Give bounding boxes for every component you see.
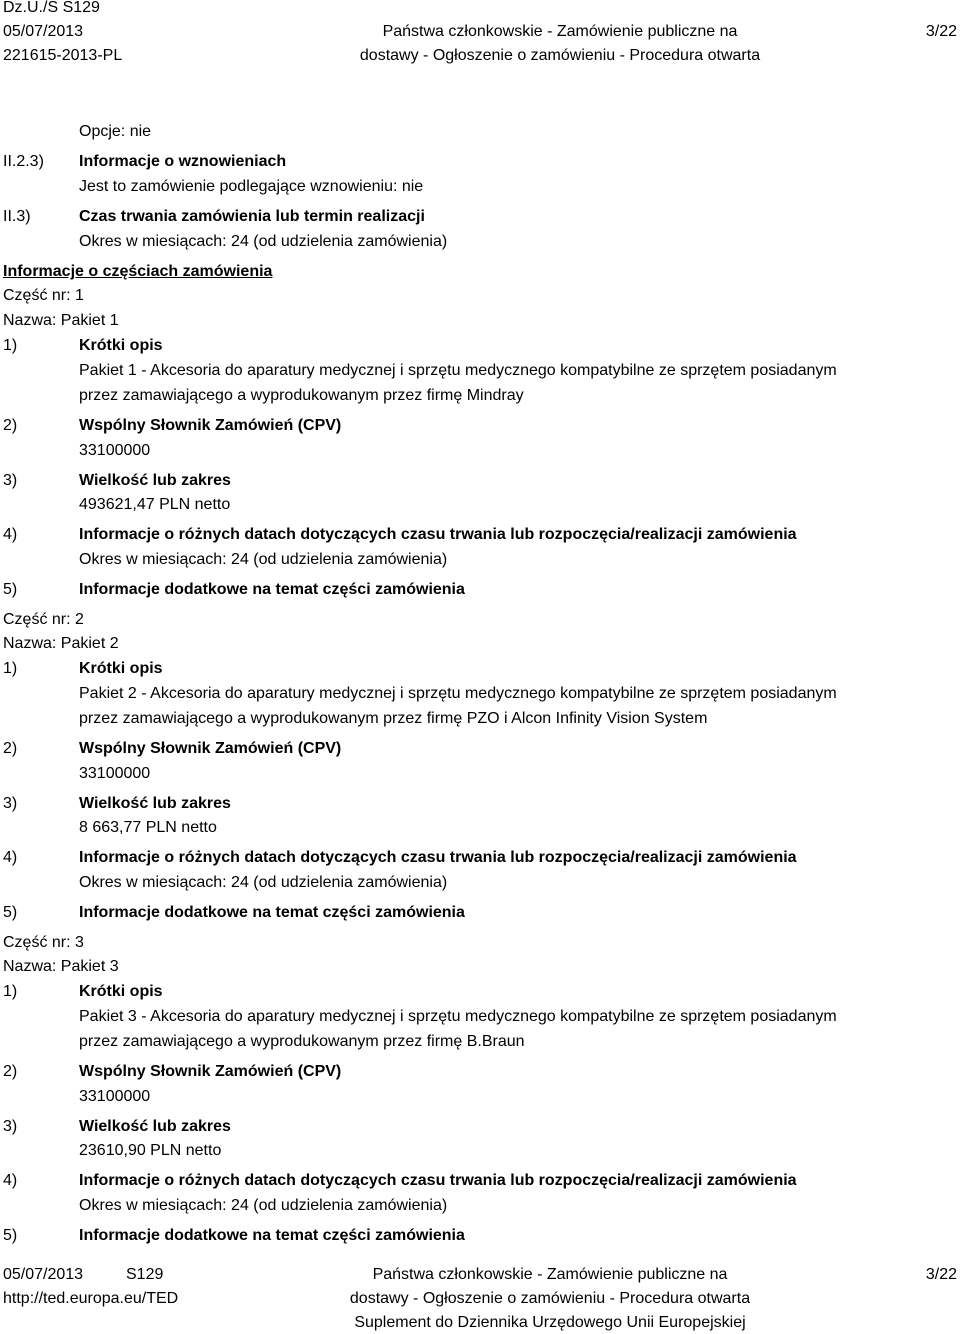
description-line: przez zamawiającego a wyprodukowanym przez firmę B.Braun	[79, 1033, 525, 1050]
options-text: Opcje: nie	[79, 123, 152, 140]
description-line: Pakiet 1 - Akcesoria do aparatury medycznej i sprzętu medycznego kompatybilne ze sprzętem posiadanym	[79, 362, 837, 379]
description-line: Pakiet 2 - Akcesoria do aparatury medycznej i sprzętu medycznego kompatybilne ze sprzętem posiadanym	[79, 685, 837, 702]
header-page: 3/22	[925, 23, 957, 40]
item-label: Wspólny Słownik Zamówień (CPV)	[79, 1063, 342, 1080]
header-title-line1: Państwa członkowskie - Zamówienie publiczne na	[382, 23, 738, 40]
footer-title-line2: dostawy - Ogłoszenie o zamówieniu - Procedura otwarta	[349, 1290, 751, 1307]
footer-title-line3: Suplement do Dziennika Urzędowego Unii Europejskiej	[354, 1314, 746, 1331]
item-number: 5)	[3, 1227, 18, 1244]
part-number: Część nr: 1	[3, 287, 84, 304]
header-doc-id: 221615-2013-PL	[3, 47, 123, 64]
cpv-code: 33100000	[79, 442, 151, 459]
item-number: 3)	[3, 1118, 18, 1135]
footer-date: 05/07/2013	[3, 1266, 84, 1283]
section-value: Jest to zamówienie podlegające wznowieniu: nie	[79, 178, 424, 195]
duration-value: Okres w miesiącach: 24 (od udzielenia zamówienia)	[79, 1197, 448, 1214]
item-label: Informacje dodatkowe na temat części zamówienia	[79, 904, 465, 921]
cpv-code: 33100000	[79, 765, 151, 782]
item-label: Krótki opis	[79, 337, 163, 354]
item-number: 2)	[3, 417, 18, 434]
header-journal: Dz.U./S S129	[3, 0, 100, 16]
part-number: Część nr: 3	[3, 934, 84, 951]
item-label: Krótki opis	[79, 983, 163, 1000]
item-number: 4)	[3, 1172, 18, 1189]
item-number: 2)	[3, 1063, 18, 1080]
section-title: Informacje o wznowieniach	[79, 153, 287, 170]
item-label: Informacje o różnych datach dotyczących czasu trwania lub rozpoczęcia/realizacji zamówienia	[79, 849, 797, 866]
item-label: Wielkość lub zakres	[79, 1118, 231, 1135]
item-number: 3)	[3, 795, 18, 812]
item-number: 1)	[3, 660, 18, 677]
item-label: Informacje dodatkowe na temat części zamówienia	[79, 1227, 465, 1244]
item-number: 1)	[3, 983, 18, 1000]
part-name: Nazwa: Pakiet 1	[3, 312, 119, 329]
item-number: 3)	[3, 472, 18, 489]
parts-heading: Informacje o częściach zamówienia	[3, 263, 273, 280]
item-number: 5)	[3, 904, 18, 921]
item-label: Wspólny Słownik Zamówień (CPV)	[79, 740, 342, 757]
item-label: Informacje o różnych datach dotyczących czasu trwania lub rozpoczęcia/realizacji zamówienia	[79, 1172, 797, 1189]
header-title-line2: dostawy - Ogłoszenie o zamówieniu - Procedura otwarta	[359, 47, 761, 64]
part-name: Nazwa: Pakiet 3	[3, 958, 119, 975]
footer-url[interactable]: http://ted.europa.eu/TED	[3, 1290, 179, 1307]
footer-journal: S129	[126, 1266, 164, 1283]
size-value: 493621,47 PLN netto	[79, 496, 231, 513]
section-number: II.2.3)	[3, 153, 44, 170]
cpv-code: 33100000	[79, 1088, 151, 1105]
part-number: Część nr: 2	[3, 611, 84, 628]
section-title: Czas trwania zamówienia lub termin realizacji	[79, 208, 425, 225]
footer-page: 3/22	[925, 1266, 957, 1283]
item-label: Informacje dodatkowe na temat części zamówienia	[79, 581, 465, 598]
description-line: przez zamawiającego a wyprodukowanym przez firmę Mindray	[79, 387, 524, 404]
size-value: 23610,90 PLN netto	[79, 1142, 222, 1159]
description-line: Pakiet 3 - Akcesoria do aparatury medycznej i sprzętu medycznego kompatybilne ze sprzętem posiadanym	[79, 1008, 837, 1025]
item-label: Wielkość lub zakres	[79, 795, 231, 812]
size-value: 8 663,77 PLN netto	[79, 819, 217, 836]
section-value: Okres w miesiącach: 24 (od udzielenia zamówienia)	[79, 233, 448, 250]
item-label: Wielkość lub zakres	[79, 472, 231, 489]
item-label: Informacje o różnych datach dotyczących czasu trwania lub rozpoczęcia/realizacji zamówienia	[79, 526, 797, 543]
item-label: Wspólny Słownik Zamówień (CPV)	[79, 417, 342, 434]
duration-value: Okres w miesiącach: 24 (od udzielenia zamówienia)	[79, 551, 448, 568]
item-label: Krótki opis	[79, 660, 163, 677]
item-number: 5)	[3, 581, 18, 598]
part-name: Nazwa: Pakiet 2	[3, 635, 119, 652]
description-line: przez zamawiającego a wyprodukowanym przez firmę PZO i Alcon Infinity Vision System	[79, 710, 708, 727]
duration-value: Okres w miesiącach: 24 (od udzielenia zamówienia)	[79, 874, 448, 891]
item-number: 2)	[3, 740, 18, 757]
footer-title-line1: Państwa członkowskie - Zamówienie publiczne na	[372, 1266, 728, 1283]
section-number: II.3)	[3, 208, 31, 225]
item-number: 4)	[3, 526, 18, 543]
item-number: 1)	[3, 337, 18, 354]
header-date: 05/07/2013	[3, 23, 84, 40]
item-number: 4)	[3, 849, 18, 866]
